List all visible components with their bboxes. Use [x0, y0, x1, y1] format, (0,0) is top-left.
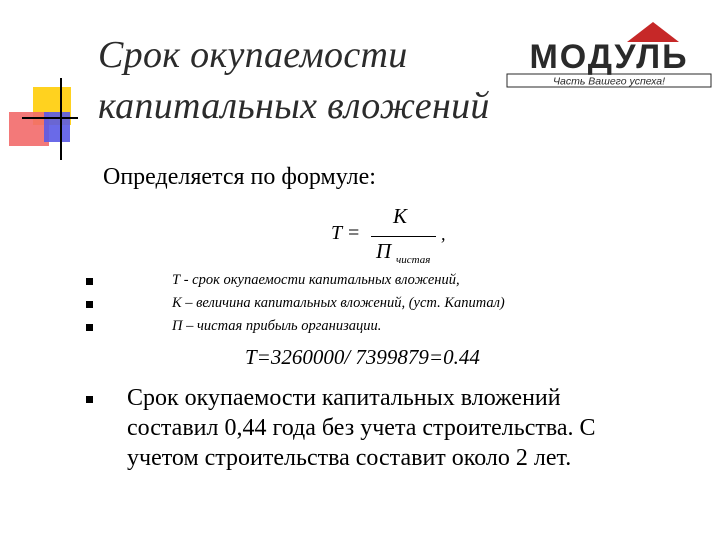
- definition-text: П – чистая прибыль организации.: [172, 318, 382, 334]
- title-line-1: Срок окупаемости: [98, 34, 408, 76]
- calculation-result: Т=3260000/ 7399879=0.44: [245, 345, 480, 369]
- intro-text: Определяется по формуле:: [103, 164, 376, 190]
- bullet-icon: [86, 324, 93, 331]
- definition-text: К – величина капитальных вложений, (уст. Капитал): [172, 295, 505, 311]
- conclusion-line-1: Срок окупаемости капитальных вложений: [127, 385, 561, 411]
- formula-fraction-bar: [371, 236, 436, 237]
- payback-formula: [331, 204, 461, 268]
- formula-denominator: П: [376, 239, 392, 263]
- formula-lhs: T =: [331, 222, 361, 244]
- bullet-icon: [86, 301, 93, 308]
- formula-subscript: чистая: [396, 254, 431, 266]
- decor-horizontal-line: [22, 117, 78, 119]
- conclusion-line-3: учетом строительства составит около 2 лет.: [127, 445, 572, 471]
- logo-name: МОДУЛЬ: [529, 38, 689, 76]
- conclusion-line-2: составил 0,44 года без учета строительства. С: [127, 415, 596, 441]
- formula-comma: ,: [441, 224, 446, 244]
- slide-title: [98, 30, 490, 132]
- bullet-icon: [86, 278, 93, 285]
- bullet-icon: [86, 396, 93, 403]
- conclusion-text: [127, 383, 596, 473]
- definition-text: Т - срок окупаемости капитальных вложений,: [172, 272, 460, 288]
- decor-vertical-line: [60, 78, 62, 160]
- formula-numerator: К: [393, 204, 407, 228]
- company-logo: [503, 20, 715, 90]
- title-line-2: капитальных вложений: [98, 85, 490, 127]
- logo-slogan: Часть Вашего успеха!: [552, 75, 666, 88]
